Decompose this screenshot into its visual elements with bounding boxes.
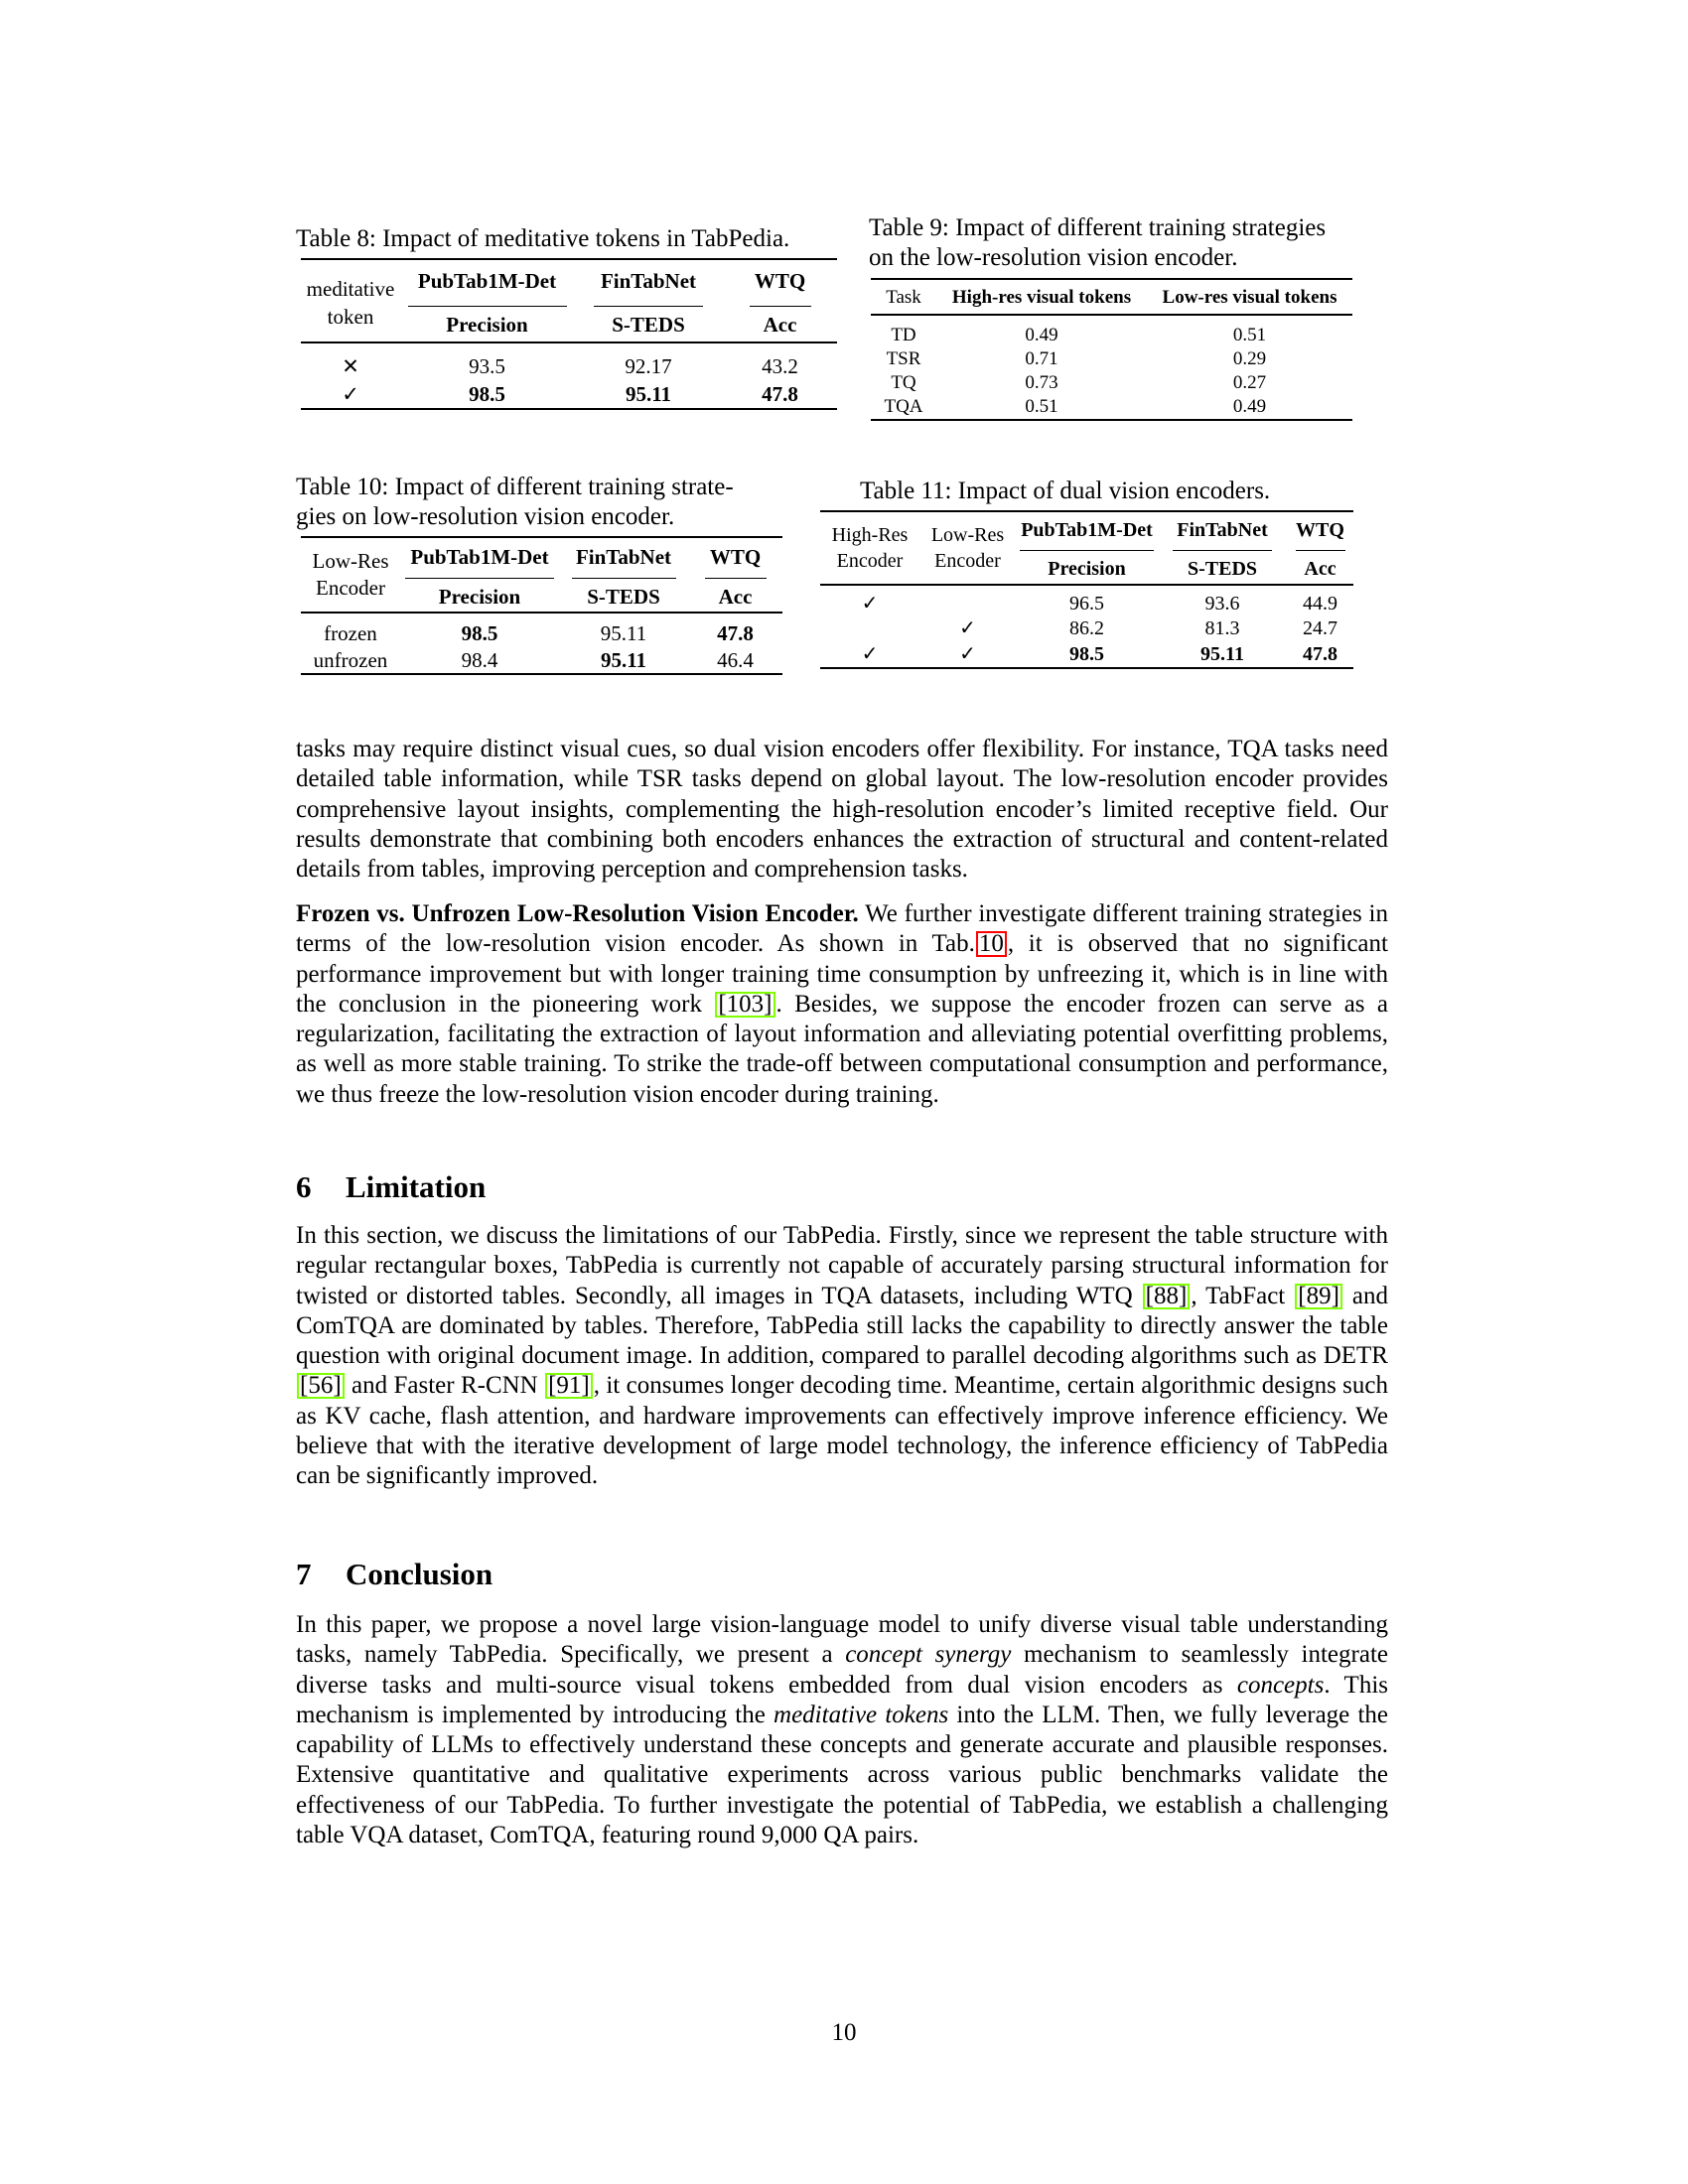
table-ref-link[interactable]: 10 [976, 931, 1007, 957]
table11-cell: 93.6 [1204, 592, 1240, 614]
table10-rowheader-line2: Encoder [316, 576, 385, 600]
section-heading-limitation [296, 1169, 486, 1205]
table10-rowheader-line1: Low-Res [312, 549, 389, 573]
paragraph-conclusion [296, 1610, 1388, 1850]
text-run: and ComTQA are dominated by tables. Therefore, TabPedia still lacks the capability to directly answer the table question with original document image. In addition, compared to parallel decoding algorithms such as DETR [296, 1282, 1388, 1370]
table10-metric-header: Precision [405, 578, 554, 609]
table10-group-header: PubTab1M-Det [410, 544, 549, 569]
table11-cell: 24.7 [1303, 616, 1337, 639]
table11-rowheader-high-line2: Encoder [836, 550, 904, 572]
check-icon [820, 615, 919, 640]
table8-cell: 93.5 [469, 353, 505, 378]
table11-group-header: PubTab1M-Det [1021, 518, 1153, 541]
check-icon [919, 591, 1016, 615]
table10-cell: 47.8 [717, 621, 754, 645]
table9-caption-line2: on the low-resolution vision encoder. [869, 244, 1238, 271]
table8-rowheader-line2: token [327, 305, 374, 329]
table9-cell: 0.71 [1025, 347, 1058, 369]
table-row [820, 615, 1353, 640]
table11-caption: Table 11: Impact of dual vision encoders. [860, 478, 1271, 504]
check-icon: ✓ [959, 642, 976, 665]
table11-rowheader-low-line2: Encoder [934, 550, 1001, 572]
table-row [871, 394, 1352, 420]
section-title: Conclusion [346, 1557, 493, 1591]
table11-cell: 86.2 [1069, 616, 1104, 639]
check-icon: ✓ [861, 642, 879, 665]
section-title: Limitation [346, 1169, 487, 1204]
table-row [301, 620, 782, 646]
table11-cell: 44.9 [1303, 592, 1337, 614]
table9-header-low: Low-res visual tokens [1162, 286, 1337, 308]
table-row [820, 640, 1353, 668]
table11-metric-header: Precision [1020, 550, 1154, 581]
cross-icon: ✕ [342, 353, 359, 378]
table9-cell: 0.27 [1232, 371, 1267, 393]
table11-group-header: FinTabNet [1177, 518, 1268, 541]
citation-link[interactable]: [89] [1295, 1284, 1342, 1309]
text-run: , it consumes longer decoding time. Meantime, certain algorithmic designs such as KV cache, flash attention, and hardware improvements can effectively improve inference efficiency. We believe that with the iterative development of large model technology, the inference efficiency of TabPedia can be significantly improved. [296, 1372, 1388, 1490]
table10-caption-line1: Table 10: Impact of different training strate- [296, 474, 734, 500]
table8-cell: 98.5 [469, 381, 505, 406]
table-row [301, 352, 837, 379]
table-row [871, 346, 1352, 370]
table10-cell: 98.4 [461, 647, 498, 672]
table8-metric-header: Precision [408, 306, 567, 337]
table8-rowheader-line1: meditative [306, 277, 395, 301]
table11-metric-header: S-TEDS [1173, 550, 1272, 581]
table11-rowheader-high-line1: High-Res [831, 524, 909, 546]
table9-header-task: Task [886, 286, 921, 308]
text-run: We further investigate different training strategies in terms of the low-resolution vision encoder. As shown in Tab. [296, 900, 1388, 958]
table11-group-header: WTQ [1296, 518, 1344, 541]
check-icon: ✓ [861, 592, 879, 614]
text-run: . This mechanism is implemented by introducing the [296, 1671, 1388, 1728]
citation-link[interactable]: [56] [297, 1373, 345, 1399]
paragraph-runin-heading: Frozen vs. Unfrozen Low-Resolution Vision Encoder. [296, 900, 859, 927]
paragraph-dual-encoders: tasks may require distinct visual cues, so dual vision encoders offer flexibility. For instance, TQA tasks need detailed table information, while TSR tasks depend on global layout. The low-resolution encoder provides comprehensive layout insights, complementing the high-resolution encoder’s limited receptive field. Our results demonstrate that combining both encoders enhances the extraction of structural and content-related details from tables, improving perception and comprehension tasks. [296, 736, 1388, 884]
table10-cell: 98.5 [461, 621, 498, 645]
table10-cell: unfrozen [313, 647, 388, 672]
table9-cell: TSR [886, 347, 921, 369]
table9-cell: 0.51 [1025, 396, 1058, 417]
table9-cell: 0.49 [1232, 396, 1267, 417]
table8-cell: 43.2 [762, 353, 798, 378]
table8-metric-header: Acc [750, 306, 811, 337]
table-row [820, 591, 1353, 615]
table11-cell: 47.8 [1303, 642, 1337, 665]
text-run: In this paper, we propose a novel large vision-language model to unify diverse visual table understanding tasks, namely TabPedia. Specifically, we present a [296, 1611, 1388, 1669]
table9-cell: TQ [891, 371, 916, 393]
table8-group-header: WTQ [754, 268, 806, 293]
table-row [871, 370, 1352, 394]
table10-group-header: WTQ [709, 544, 762, 569]
section-number: 7 [296, 1557, 312, 1591]
table8-cell: 92.17 [625, 353, 672, 378]
table10 [301, 536, 782, 675]
table10-cell: 95.11 [600, 647, 647, 672]
table11-cell: 96.5 [1069, 592, 1104, 614]
table8-group-header: PubTab1M-Det [417, 268, 557, 293]
table11-cell: 81.3 [1204, 616, 1240, 639]
table11-cell: 98.5 [1069, 642, 1104, 665]
table10-cell: 46.4 [717, 647, 754, 672]
table-row [301, 646, 782, 674]
table9-caption [869, 213, 1385, 273]
paragraph-frozen-vs-unfrozen [296, 899, 1388, 1110]
text-run: , it is observed that no significant performance improvement but with longer training time consumption by unfreezing it, which is in line with the conclusion in the pioneering work [296, 930, 1388, 1018]
table8-cell: 47.8 [762, 381, 798, 406]
table8-caption: Table 8: Impact of meditative tokens in TabPedia. [296, 225, 790, 252]
table11-metric-header: Acc [1296, 550, 1345, 581]
table11-cell: 95.11 [1200, 642, 1244, 665]
table9 [871, 278, 1352, 421]
table8-cell: 95.11 [625, 381, 672, 406]
text-run: . Besides, we suppose the encoder frozen can serve as a regularization, facilitating the extraction of layout information and alleviating potential overfitting problems, as well as more stable training. To strike the trade-off between computational consumption and performance, we thus freeze the low-resolution vision encoder during training. [296, 990, 1388, 1108]
table11-rowheader-low-line1: Low-Res [930, 524, 1005, 546]
table10-metric-header: Acc [705, 578, 767, 609]
table10-caption-line2: gies on low-resolution vision encoder. [296, 503, 675, 530]
text-run: , TabFact [1191, 1282, 1295, 1309]
check-icon: ✓ [342, 381, 359, 406]
text-run: and Faster R-CNN [345, 1372, 545, 1400]
table8-group-header: FinTabNet [600, 268, 697, 293]
table10-cell: 95.11 [600, 621, 647, 645]
emphasis: concepts [1236, 1671, 1325, 1699]
table-row [301, 379, 837, 409]
text-run: into the LLM. Then, we fully leverage the capability of LLMs to effectively understand these concepts and generate accurate and plausible responses. Extensive quantitative and qualitative experiments across various public benchmarks validate the effectiveness of our TabPedia. To further investigate the potential of TabPedia, we establish a challenging table VQA dataset, ComTQA, featuring round 9,000 QA pairs. [296, 1701, 1388, 1849]
section-heading-conclusion [296, 1557, 492, 1592]
table9-cell: 0.73 [1025, 371, 1058, 393]
emphasis: meditative tokens [774, 1701, 949, 1728]
table8 [301, 258, 837, 410]
table-row [871, 323, 1352, 346]
table11 [820, 510, 1353, 669]
paragraph-limitation [296, 1221, 1388, 1492]
table10-cell: frozen [324, 621, 377, 645]
table9-cell: 0.49 [1025, 324, 1058, 345]
check-icon: ✓ [959, 616, 976, 639]
table9-cell: 0.51 [1232, 324, 1267, 345]
table9-cell: TD [891, 324, 916, 345]
table9-cell: 0.29 [1232, 347, 1267, 369]
table10-group-header: FinTabNet [575, 544, 672, 569]
table10-metric-header: S-TEDS [572, 578, 676, 609]
table10-caption [296, 473, 802, 532]
table8-metric-header: S-TEDS [594, 306, 703, 337]
table9-header-high: High-res visual tokens [951, 286, 1132, 308]
citation-link[interactable]: [103] [715, 992, 774, 1018]
text-run: In this section, we discuss the limitations of our TabPedia. Firstly, since we represent the table structure with regular rectangular boxes, TabPedia is currently not capable of accurately parsing structural information for twisted or distorted tables. Secondly, all images in TQA datasets, including WTQ [296, 1222, 1388, 1309]
section-number: 6 [296, 1169, 312, 1204]
citation-link[interactable]: [88] [1143, 1284, 1191, 1309]
table9-caption-line1: Table 9: Impact of different training strategies [869, 214, 1327, 241]
table9-cell: TQA [884, 396, 923, 417]
emphasis: concept synergy [845, 1641, 1012, 1669]
text-run: mechanism to seamlessly integrate diverse tasks and multi-source visual tokens embedded from dual vision encoders as [296, 1641, 1388, 1699]
page-number: 10 [831, 2019, 857, 2046]
citation-link[interactable]: [91] [545, 1373, 593, 1399]
